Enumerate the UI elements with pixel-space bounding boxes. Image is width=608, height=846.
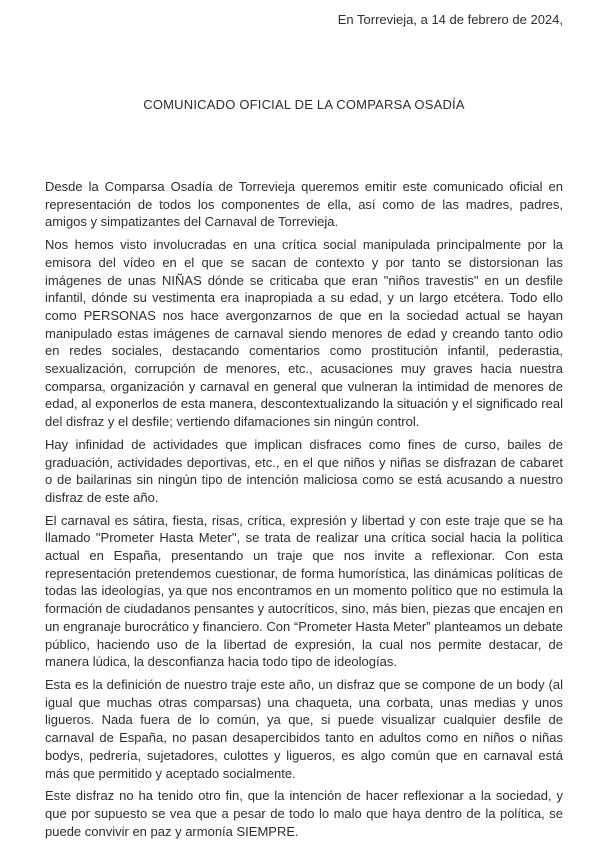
dateline: En Torrevieja, a 14 de febrero de 2024, [337,12,563,27]
document-body [45,178,563,840]
paragraph-actividades-disfraces: Hay infinidad de actividades que implican disfraces como fines de curso, bailes de graduación, actividades deportivas, etc., en el que niños y niñas se disfrazan de cabaret o de bailarinas sin ningún tipo de intención maliciosa como se está acusando a nuestro disfraz de este año. [45,436,563,505]
document-title: COMUNICADO OFICIAL DE LA COMPARSA OSADÍA [143,97,465,112]
paragraph-prometer-hasta-meter: El carnaval es sátira, fiesta, risas, crítica, expresión y libertad y con este traje que se ha llamado "Prometer Hasta Meter", se trata de realizar una crítica social hacia la política actual en España, presentando un traje que nos invite a reflexionar. Con esta representación pretendemos cuestionar, de forma humorística, las dinámicas políticas de todas las ideologías, ya que nos encontramos en un momento político que no estimula la formación de ciudadanos pensantes y autocríticos, sino, más bien, piezas que encajen en un engranaje burocrático y financiero. Con “Prometer Hasta Meter” planteamos un debate público, haciendo uso de la libertad de expresión, la cual nos permite destacar, de manera lúdica, la desconfianza hacia todo tipo de ideologías. [45,512,563,670]
paragraph-critica-manipulada: Nos hemos visto involucradas en una crítica social manipulada principalmente por la emisora del vídeo en el que se sacan de contexto y por tanto se distorsionan las imágenes de unas NIÑAS dónde se criticaba que eran "niños travestis" en un desfile infantil, dónde su vestimenta era inapropiada a su edad, y un largo etcétera. Todo ello como PERSONAS nos hace avergonzarnos de que en la sociedad actual se hayan manipulado estas imágenes de carnaval siendo menores de edad y creando tanto odio en redes sociales, destacando comentarios como prostitución infantil, pederastia, sexualización, corrupción de menores, etc., acusaciones muy graves hacia nuestra comparsa, organización y carnaval en general que vulneran la intimidad de menores de edad, al exponerlos de esta manera, descontextualizando la situación y el significado real del disfraz y el desfile; vertiendo difamaciones sin ningún control. [45,237,563,430]
paragraph-definicion-traje: Esta es la definición de nuestro traje este año, un disfraz que se compone de un body (al igual que muchas otras comparsas) una chaqueta, una corbata, unas medias y unos ligueros. Nada fuera de lo común, ya que, si puede visualizar cualquier desfile de carnaval de España, no pasan desapercibidos tanto en adultos como en niños o niñas bodys, pedrería, sujetadores, culottes y ligueros, es algo común que en carnaval está más que permitido y aceptado socialmente. [45,676,563,781]
paragraph-intro: Desde la Comparsa Osadía de Torrevieja queremos emitir este comunicado oficial en representación de todos los componentes de ella, así como de las madres, padres, amigos y simpatizantes del Carnaval de Torrevieja. [45,179,563,230]
paragraph-cierre: Este disfraz no ha tenido otro fin, que la intención de hacer reflexionar a la sociedad, y que por supuesto se vea que a pesar de todo lo malo que haya dentro de la política, se puede convivir en paz y armonía SIEMPRE. [45,788,563,839]
